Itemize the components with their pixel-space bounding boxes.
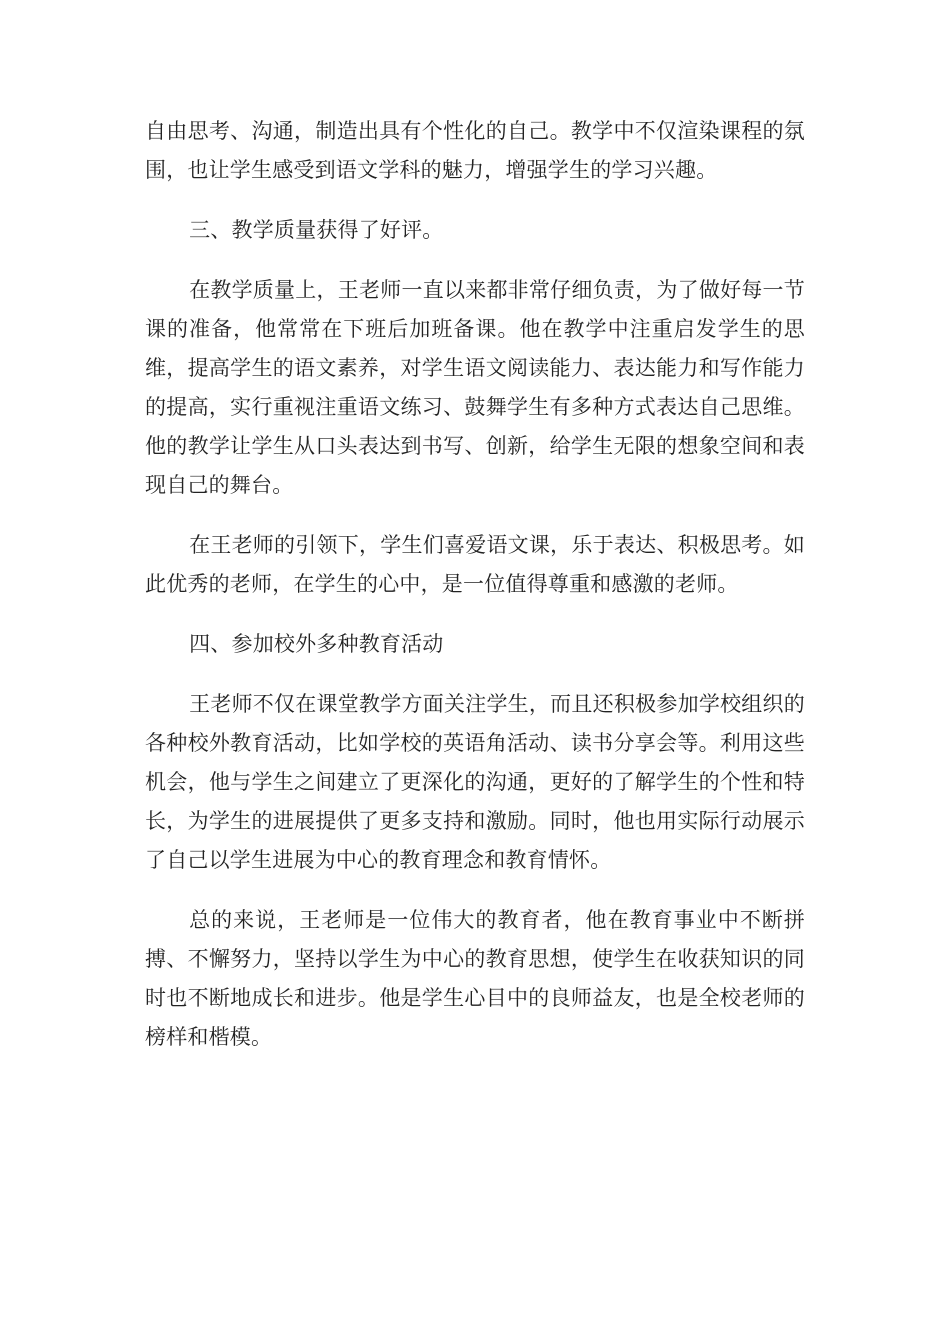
section-heading-3: 三、教学质量获得了好评。 xyxy=(189,218,444,242)
document-body xyxy=(145,112,805,1078)
paragraph-continuation: 自由思考、沟通，制造出具有个性化的自己。教学中不仅渲染课程的氛围，也让学生感受到语文学科的魅力，增强学生的学习兴趣。 xyxy=(145,119,805,182)
section-heading-4: 四、参加校外多种教育活动 xyxy=(189,632,444,656)
paragraph-teaching-quality: 在教学质量上，王老师一直以来都非常仔细负责，为了做好每一节课的准备，他常常在下班后加班备课。他在教学中注重启发学生的思维，提高学生的语文素养，对学生语文阅读能力、表达能力和写作能力的提高，实行重视注重语文练习、鼓舞学生有多种方式表达自己思维。他的教学让学生从口头表达到书写、创新，给学生无限的想象空间和表现自己的舞台。 xyxy=(145,278,805,497)
paragraph-student-love: 在王老师的引领下，学生们喜爱语文课，乐于表达、积极思考。如此优秀的老师，在学生的心中，是一位值得尊重和感激的老师。 xyxy=(145,533,805,596)
paragraph-activities: 王老师不仅在课堂教学方面关注学生，而且还积极参加学校组织的各种校外教育活动，比如学校的英语角活动、读书分享会等。利用这些机会，他与学生之间建立了更深化的沟通，更好的了解学生的个性和特长，为学生的进展提供了更多支持和激励。同时，他也用实际行动展示了自己以学生进展为中心的教育理念和教育情怀。 xyxy=(145,692,805,872)
paragraph-summary: 总的来说，王老师是一位伟大的教育者，他在教育事业中不断拼搏、不懈努力，坚持以学生为中心的教育思想，使学生在收获知识的同时也不断地成长和进步。他是学生心目中的良师益友，也是全校老师的榜样和楷模。 xyxy=(145,908,805,1049)
